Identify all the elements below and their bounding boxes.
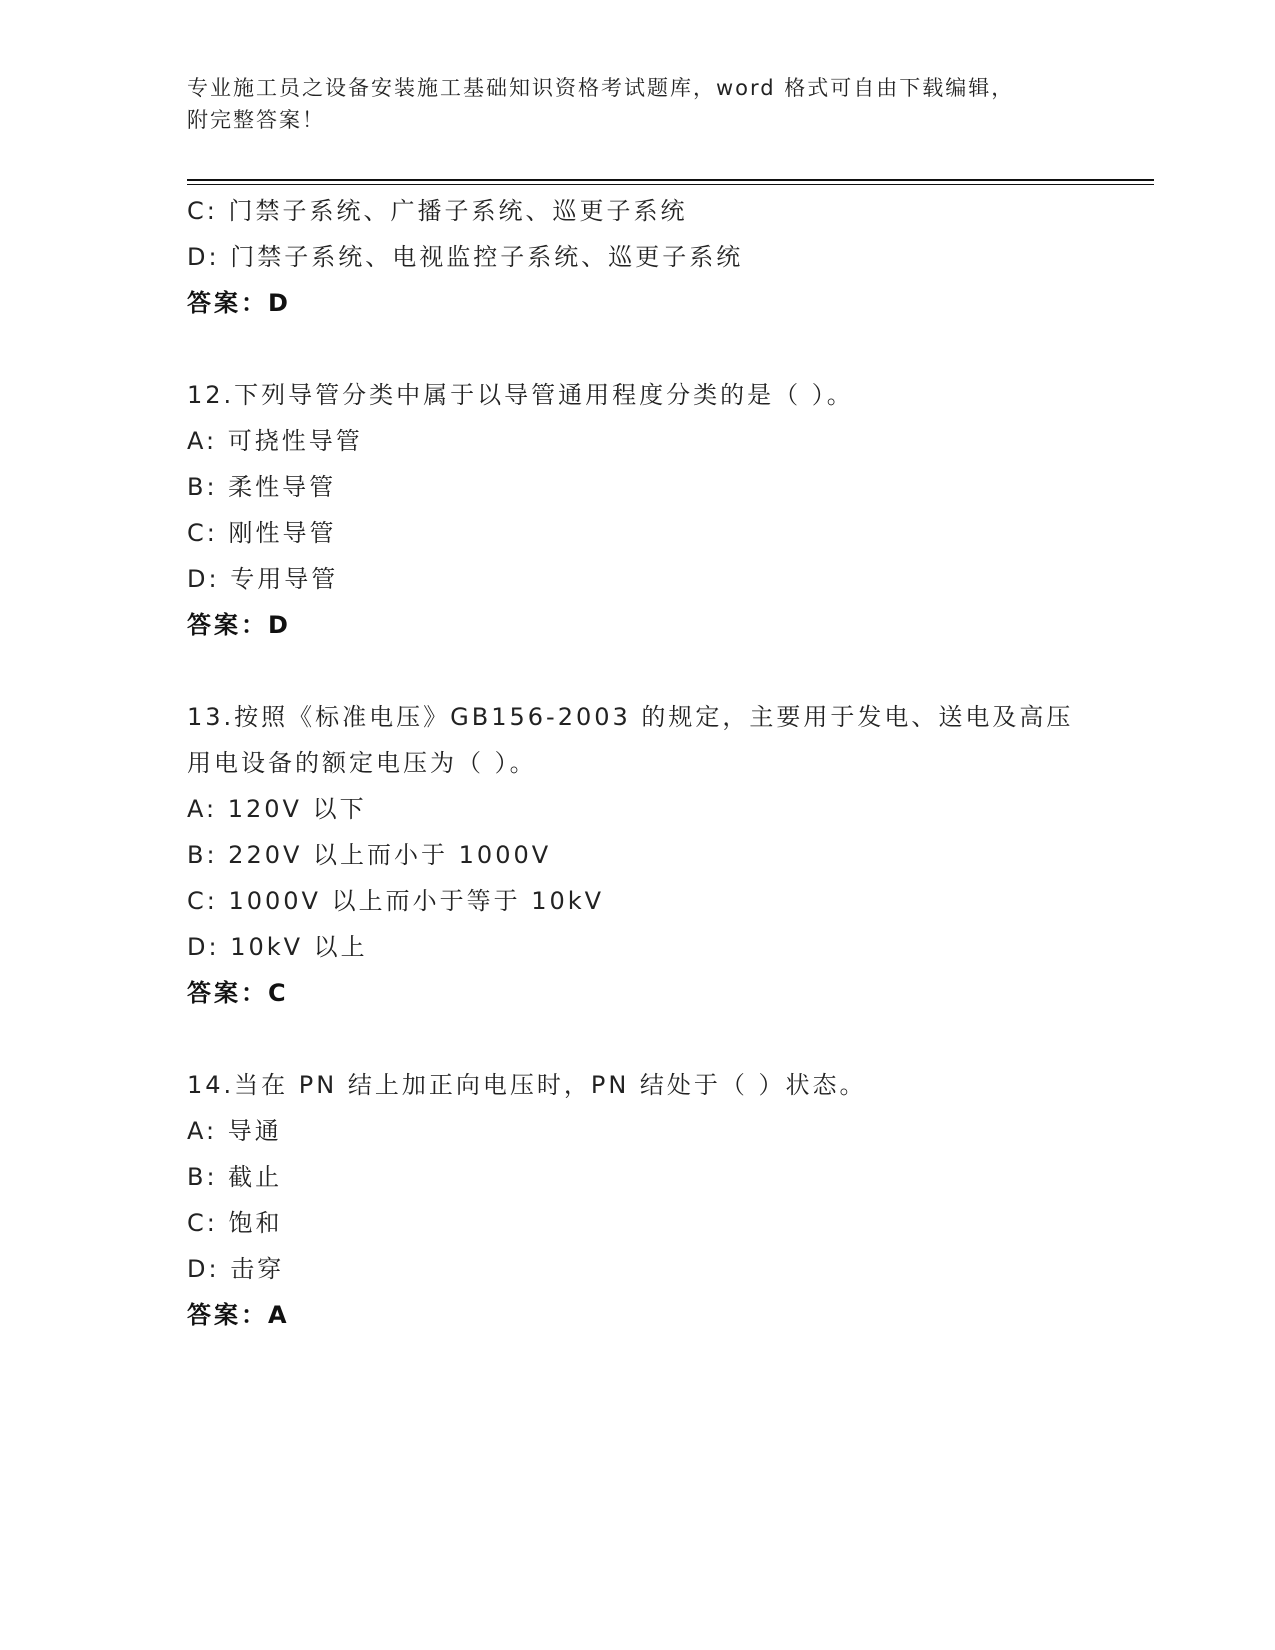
answer: 答案：A: [187, 1301, 290, 1329]
header-divider-thin: [187, 184, 1154, 185]
question-content: [187, 188, 1087, 1338]
question-stem-line-2: 用电设备的额定电压为（ ）。: [187, 749, 537, 777]
option-c: C: 饱和: [187, 1209, 283, 1237]
option-c: C: 刚性导管: [187, 519, 337, 547]
header-line-1: 专业施工员之设备安装施工基础知识资格考试题库，word 格式可自由下载编辑，: [187, 76, 1015, 100]
option-c: C: 1000V 以上而小于等于 10kV: [187, 887, 605, 915]
option-d: D: 专用导管: [187, 565, 339, 593]
question-11-continued: [187, 188, 1087, 326]
question-14: [187, 1062, 1087, 1338]
question-stem: 14.当在 PN 结上加正向电压时，PN 结处于（ ）状态。: [187, 1071, 867, 1099]
option-a: A: 可挠性导管: [187, 427, 363, 455]
answer: 答案：C: [187, 979, 289, 1007]
spacer: [187, 326, 1087, 372]
answer: 答案：D: [187, 289, 291, 317]
option-b: B: 220V 以上而小于 1000V: [187, 841, 552, 869]
question-stem: 12.下列导管分类中属于以导管通用程度分类的是（ ）。: [187, 381, 854, 409]
header-line-2: 附完整答案！: [187, 108, 325, 132]
option-b: B: 截止: [187, 1163, 283, 1191]
option-c: C: 门禁子系统、广播子系统、巡更子系统: [187, 197, 688, 225]
answer: 答案：D: [187, 611, 291, 639]
document-header: [187, 72, 1087, 136]
question-13: [187, 694, 1087, 1016]
question-stem-line-1: 13.按照《标准电压》GB156-2003 的规定，主要用于发电、送电及高压: [187, 703, 1074, 731]
option-d: D: 门禁子系统、电视监控子系统、巡更子系统: [187, 243, 744, 271]
spacer: [187, 648, 1087, 694]
option-b: B: 柔性导管: [187, 473, 337, 501]
question-12: [187, 372, 1087, 648]
option-d: D: 击穿: [187, 1255, 285, 1283]
option-a: A: 120V 以下: [187, 795, 367, 823]
option-a: A: 导通: [187, 1117, 282, 1145]
spacer: [187, 1016, 1087, 1062]
header-divider-thick: [187, 179, 1154, 181]
option-d: D: 10kV 以上: [187, 933, 368, 961]
